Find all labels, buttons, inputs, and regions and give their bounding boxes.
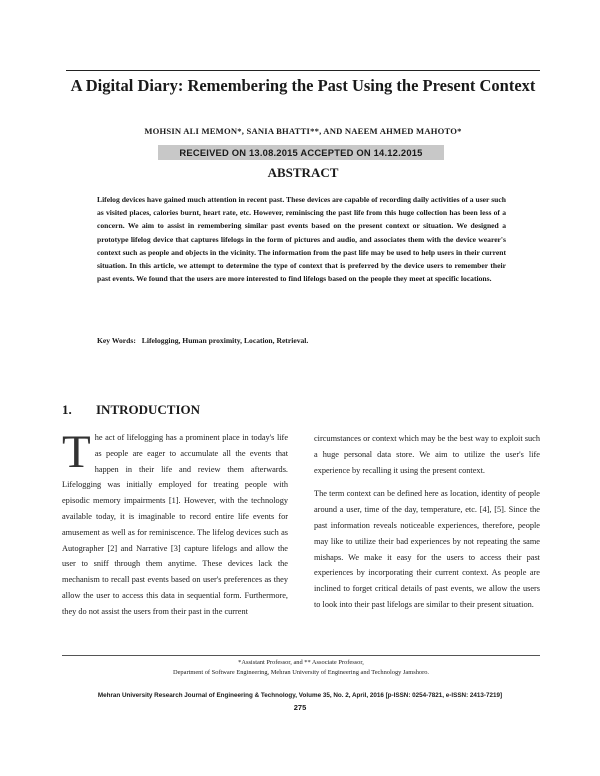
footnote-line-1: *Assistant Professor, and ** Associate Professor, (238, 659, 364, 666)
section-number: 1. (62, 402, 72, 417)
intro-paragraph-3: The term context can be defined here as location, identity of people around a user, time of the day, temperature, etc. [4], [5]. Since the past information reveals noticeable experiences, therefore, people may like to utilize their bad experiences by not repeating the same mishaps. We make it easy for the users to access their past experiences by incorporating their current context. As people are inclined to forget critical details of past events, we allow the users to look into their past lifelogs are similar to their present situation. (314, 489, 540, 609)
abstract-text: Lifelog devices have gained much attention in recent past. These devices are capable of recording daily activities of a user such as visited places, calories burnt, heart rate, etc. However, reminiscing the past life from this huge collection has been less of a concern. We aim to assist in remembering similar past events based on the present context or situation. We designed a prototype lifelog device that captures lifelogs in the form of pictures and audio, and associates them with the device wearer's context such as people and objects in the vicinity. The information from the past life may be used to help users in their current situation. In this article, we attempt to determine the type of context that is preferred by the device users to remember their past events. We found that the users are more interested to find lifelogs based on the people they meet at specific locations. (97, 195, 506, 284)
top-rule (66, 70, 540, 71)
abstract-heading: ABSTRACT (267, 165, 339, 180)
author-list: MOHSIN ALI MEMON*, SANIA BHATTI**, AND NAEEM AHMED MAHOTO* (144, 126, 462, 136)
footnote (62, 658, 540, 678)
drop-cap: T (62, 426, 91, 478)
right-column (314, 431, 540, 621)
footnote-rule (62, 655, 540, 656)
keywords-label: Key Words: (97, 336, 136, 345)
page-number: 275 (293, 703, 307, 712)
intro-paragraph-1 (62, 426, 288, 620)
keywords-line (97, 336, 506, 345)
journal-citation: Mehran University Research Journal of Engineering & Technology, Volume 35, No. 2, April, 2016 [p-ISSN: 0254-7821, e-ISSN: 2413-7219] (97, 692, 503, 699)
intro-paragraph-1-text: he act of lifelogging has a prominent place in today's life as people are eager to accumulate all the events that happen in their life and review them afterwards. Lifelogging was initially employed for treating people with episodic memory impairments [1]. However, with the technology available today, it is imaginable to record entire life events for amusement as well as for reminiscence. The lifelog devices such as Autographer [2] and Narrative [3] capture lifelogs and allow the user to sniff through them anytime. These devices lack the mechanism to recall past events based on user's preferences as they allow the user to access this data in sequential form. Furthermore, they do not assist the users from their past in the current (62, 433, 288, 616)
received-accepted-banner: RECEIVED ON 13.08.2015 ACCEPTED ON 14.12.2015 (158, 145, 444, 160)
keywords-text: Lifelogging, Human proximity, Location, Retrieval. (141, 336, 309, 345)
intro-paragraph-2: circumstances or context which may be the best way to exploit such a huge personal data store. We aim to utilize the user's life experience by recalling it using the present context. (314, 434, 540, 475)
section-heading (62, 402, 362, 418)
left-column (62, 426, 288, 628)
footnote-line-2: Department of Software Engineering, Mehran University of Engineering and Technology Jamshoro. (172, 669, 430, 676)
section-title: INTRODUCTION (96, 402, 201, 417)
paper-title: A Digital Diary: Remembering the Past Using the Present Context (70, 76, 536, 95)
